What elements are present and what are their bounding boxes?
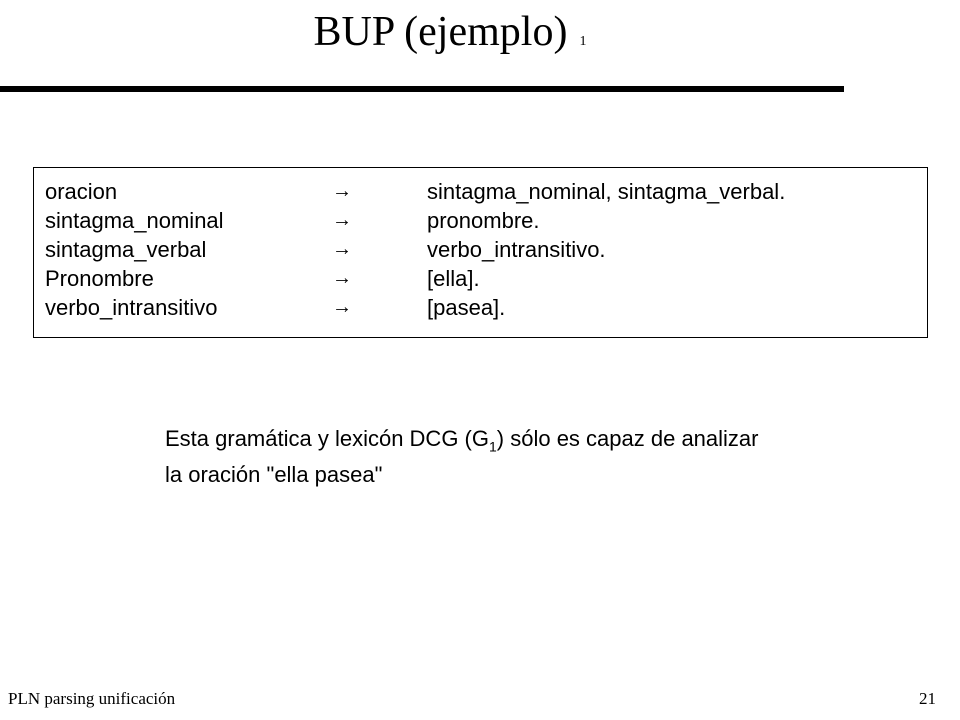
slide-title-number: 1	[579, 34, 587, 49]
grammar-rule	[34, 264, 927, 293]
right-arrow-icon: →	[332, 180, 352, 202]
grammar-subscript: 1	[488, 438, 497, 455]
note-line-1	[165, 421, 758, 457]
rule-rhs: pronombre.	[427, 208, 540, 233]
grammar-rule	[34, 206, 927, 235]
right-arrow-icon: →	[332, 296, 352, 318]
slide-title-text: BUP (ejemplo)	[313, 9, 568, 55]
rule-lhs: Pronombre	[45, 266, 154, 291]
footer-course-label: PLN parsing unificación	[8, 689, 176, 708]
grammar-note	[165, 421, 758, 493]
right-arrow-icon: →	[332, 209, 352, 231]
right-arrow-icon: →	[332, 267, 352, 289]
slide-title	[0, 6, 900, 68]
rule-rhs: [ella].	[427, 266, 480, 291]
rule-lhs: sintagma_verbal	[45, 237, 207, 262]
note-line-2: la oración "ella pasea"	[165, 462, 383, 487]
rule-rhs: [pasea].	[427, 295, 506, 320]
note-line-1-end: ) sólo es capaz de analizar	[496, 426, 759, 451]
title-underline	[0, 86, 844, 92]
rule-lhs: verbo_intransitivo	[45, 295, 218, 320]
note-line-1-start: Esta gramática y lexicón DCG (G	[165, 426, 489, 451]
footer-page-number: 21	[919, 689, 936, 708]
right-arrow-icon: →	[332, 238, 352, 260]
rule-lhs: sintagma_nominal	[45, 208, 224, 233]
grammar-rules-box	[33, 167, 928, 338]
rule-rhs: verbo_intransitivo.	[427, 237, 606, 262]
grammar-rule	[34, 235, 927, 264]
grammar-rule	[34, 177, 927, 206]
rule-lhs: oracion	[45, 179, 118, 204]
rule-rhs: sintagma_nominal, sintagma_verbal.	[427, 179, 786, 204]
grammar-rule	[34, 293, 927, 322]
